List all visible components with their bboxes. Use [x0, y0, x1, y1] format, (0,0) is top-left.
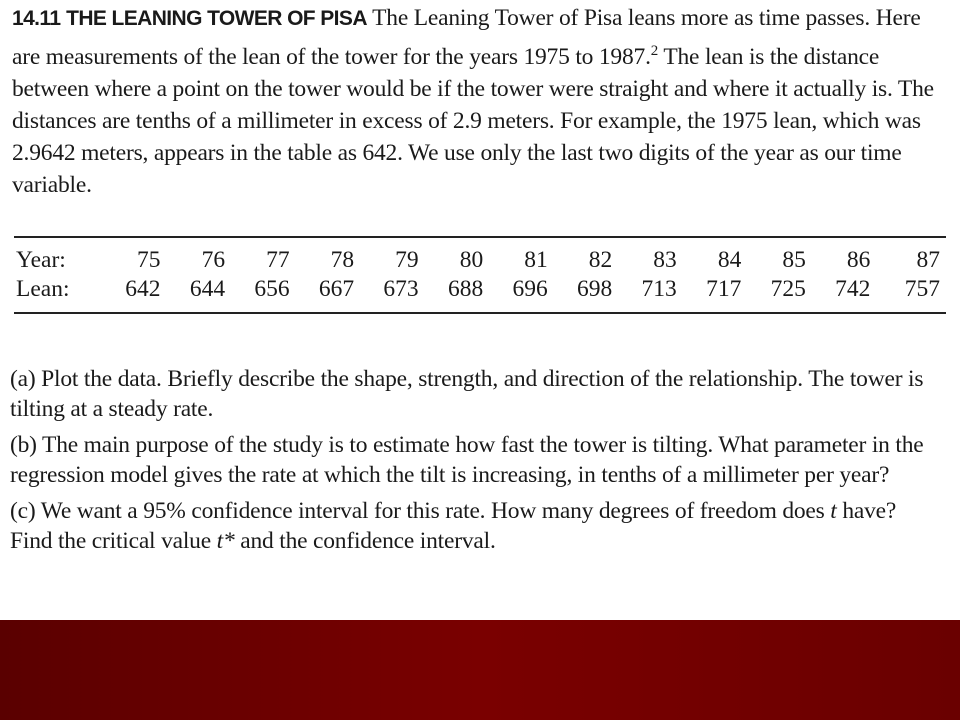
- year-cell: 77: [266, 247, 290, 273]
- year-cell: 81: [524, 247, 548, 273]
- year-cell: 79: [395, 247, 419, 273]
- part-a: (a) Plot the data. Briefly describe the shape, strength, and direction of the relationship. The tower is tilting at a steady rate.: [10, 366, 924, 422]
- year-cell: 86: [846, 247, 871, 273]
- part-c-text-2: have? Find the critical value: [10, 498, 897, 554]
- year-cell: 84: [717, 247, 742, 273]
- part-c-t-symbol: t: [830, 498, 837, 524]
- year-cell: 76: [201, 247, 226, 273]
- lean-cell: 656: [254, 276, 290, 302]
- lean-cell: 667: [318, 276, 355, 302]
- table-row-lean: [14, 275, 946, 304]
- lean-cell: 757: [904, 276, 940, 302]
- lean-cell: 717: [706, 276, 742, 302]
- problem-intro-text-b: The lean is the distance between where a point on the tower would be if the tower were straight and where it actually is. The distances are tenths of a millimeter in excess of 2.9 meters. For example, the 1975 lean, which was 2.9642 meters, appears in the table as 642. We use only the last two digits of the year as our time variable.: [12, 43, 934, 198]
- lean-row-label: Lean:: [16, 276, 70, 302]
- part-c-text-1: (c) We want a 95% confidence interval for this rate. How many degrees of freedom does: [10, 498, 825, 524]
- year-cell: 85: [782, 247, 806, 273]
- part-c-text-3: and the confidence interval.: [240, 528, 496, 554]
- lean-cell: 688: [447, 276, 484, 302]
- year-cell: 82: [588, 247, 613, 273]
- lean-cell: 725: [770, 276, 806, 302]
- problem-number: 14.11: [12, 7, 61, 30]
- part-c: [10, 496, 944, 556]
- year-cell: 75: [137, 247, 161, 273]
- problem-intro-text-a: The Leaning Tower of Pisa leans more as time passes. Here are measurements of the lean of the tower for the years 1975 to 1987.: [12, 5, 921, 70]
- problem-title: THE LEANING TOWER OF PISA: [66, 7, 367, 30]
- year-cell: 87: [916, 247, 940, 273]
- footer-band: [0, 620, 960, 720]
- footnote-mark: 2: [650, 43, 659, 59]
- part-b: (b) The main purpose of the study is to estimate how fast the tower is tilting. What parameter in the regression model gives the rate at which the tilt is increasing, in tenths of a millimeter per year?: [10, 432, 924, 488]
- problem-parts: [10, 364, 944, 562]
- lean-cell: 696: [512, 276, 548, 302]
- lean-cell: 673: [383, 276, 419, 302]
- lean-cell: 698: [577, 276, 613, 302]
- lean-cell: 644: [189, 276, 226, 302]
- problem-statement: [12, 2, 948, 201]
- problem-intro: [12, 2, 948, 201]
- table-row-year: [14, 246, 946, 275]
- lean-cell: 642: [125, 276, 161, 302]
- year-cell: 78: [330, 247, 355, 273]
- data-table: [14, 236, 946, 314]
- part-c-tstar-symbol: t*: [216, 528, 235, 554]
- lean-cell: 713: [641, 276, 677, 302]
- year-cell: 80: [459, 247, 484, 273]
- year-row-label: Year:: [16, 247, 66, 273]
- lean-cell: 742: [835, 276, 871, 302]
- year-cell: 83: [653, 247, 677, 273]
